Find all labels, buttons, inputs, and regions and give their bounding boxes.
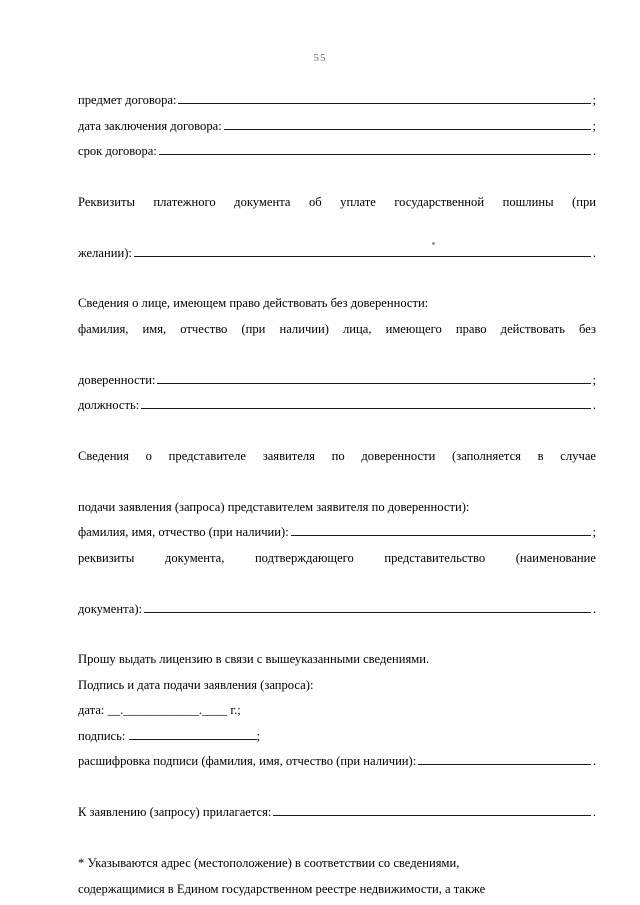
field-signature-decoding-terminator: . (592, 754, 596, 768)
field-contract-term-terminator: . (592, 144, 596, 158)
field-signature-decoding (78, 749, 596, 775)
spacer (78, 825, 596, 851)
field-signature-decoding-label: расшифровка подписи (фамилия, имя, отчество (при наличии): (78, 754, 417, 768)
footnote-line-1: * Указываются адрес (местоположение) в соответствии со сведениями, (78, 856, 460, 870)
field-contract-term-blank[interactable] (159, 142, 591, 155)
field-subject-label: предмет договора: (78, 93, 177, 107)
field-contract-term (78, 139, 596, 165)
person-fullname-text: фамилия, имя, отчество (при наличии) лица, имеющего право действовать без (78, 321, 596, 336)
spacer (78, 419, 596, 444)
field-signature-date-value[interactable]: __.____________.____ г.; (107, 703, 241, 717)
field-without-poa-label: доверенности: (78, 372, 156, 387)
field-contract-date-label: дата заключения договора: (78, 118, 222, 133)
field-attachments-terminator: . (592, 804, 596, 819)
field-signature-decoding-blank[interactable] (418, 752, 591, 765)
footnote-line-2: содержащимися в Едином государственном реестре недвижимости, а также (78, 881, 486, 896)
field-subject-blank[interactable] (178, 91, 590, 104)
paragraph-person-fullname (78, 317, 596, 368)
field-representative-doc-name (78, 597, 596, 623)
field-position (78, 393, 596, 419)
field-position-terminator: . (592, 398, 596, 412)
field-state-duty-label: желании): (78, 245, 132, 260)
representative-doc-text: реквизиты документа, подтверждающего представительство (наименование (78, 550, 596, 565)
field-representative-fullname-blank[interactable] (291, 523, 591, 536)
field-state-duty-wish (78, 241, 596, 267)
field-signature-blank[interactable] (129, 727, 257, 740)
field-attachments-label: К заявлению (запросу) прилагается: (78, 804, 272, 819)
field-signature-date-label: дата: (78, 703, 105, 717)
field-attachments (78, 800, 596, 826)
field-signature-date (78, 698, 596, 724)
statement-request-license: Прошу выдать лицензию в связи с вышеуказанными сведениями. (78, 652, 430, 666)
state-duty-text-line1: Реквизиты платежного документа об уплате государственной пошлины (при (78, 194, 596, 209)
spacer (78, 775, 596, 800)
field-representative-fullname (78, 520, 596, 546)
field-subject-terminator: ; (592, 93, 596, 107)
field-subject-of-contract (78, 88, 596, 114)
field-representative-doc-terminator: . (592, 601, 596, 616)
page-number: 55 (313, 52, 327, 64)
field-without-poa (78, 368, 596, 394)
field-signature-terminator: ; (256, 728, 261, 743)
field-contract-date-terminator: ; (592, 118, 596, 133)
field-signature (78, 724, 596, 750)
field-contract-term-label: срок договора: (78, 144, 157, 158)
field-contract-date (78, 114, 596, 140)
spacer (78, 165, 596, 190)
spacer (78, 266, 596, 291)
heading-signature-and-date: Подпись и дата подачи заявления (запроса): (78, 677, 314, 692)
paragraph-representative-line2: подачи заявления (запроса) представителем заявителя по доверенности): (78, 499, 470, 514)
field-representative-doc-blank[interactable] (144, 600, 591, 613)
field-representative-fullname-terminator: ; (592, 525, 596, 539)
field-representative-fullname-label: фамилия, имя, отчество (при наличии): (78, 525, 289, 539)
field-position-label: должность: (78, 398, 140, 412)
field-contract-date-blank[interactable] (224, 117, 591, 130)
document-body (78, 88, 596, 902)
spacer (78, 622, 596, 647)
field-attachments-blank[interactable] (273, 803, 590, 816)
paragraph-representative-doc (78, 546, 596, 597)
field-state-duty-blank[interactable] (134, 244, 591, 257)
paragraph-representative-line1 (78, 444, 596, 495)
field-representative-doc-label: документа): (78, 601, 143, 616)
representative-text-line1: Сведения о представителе заявителя по доверенности (заполняется в случае (78, 448, 596, 463)
field-without-poa-terminator: ; (592, 372, 596, 387)
field-position-blank[interactable] (141, 396, 591, 409)
paragraph-state-duty-payment (78, 190, 596, 241)
field-state-duty-terminator: . (592, 245, 596, 260)
heading-person-without-poa: Сведения о лице, имеющем право действовать без доверенности: (78, 296, 429, 310)
field-without-poa-blank[interactable] (157, 371, 590, 384)
field-signature-label: подпись: (78, 728, 126, 743)
